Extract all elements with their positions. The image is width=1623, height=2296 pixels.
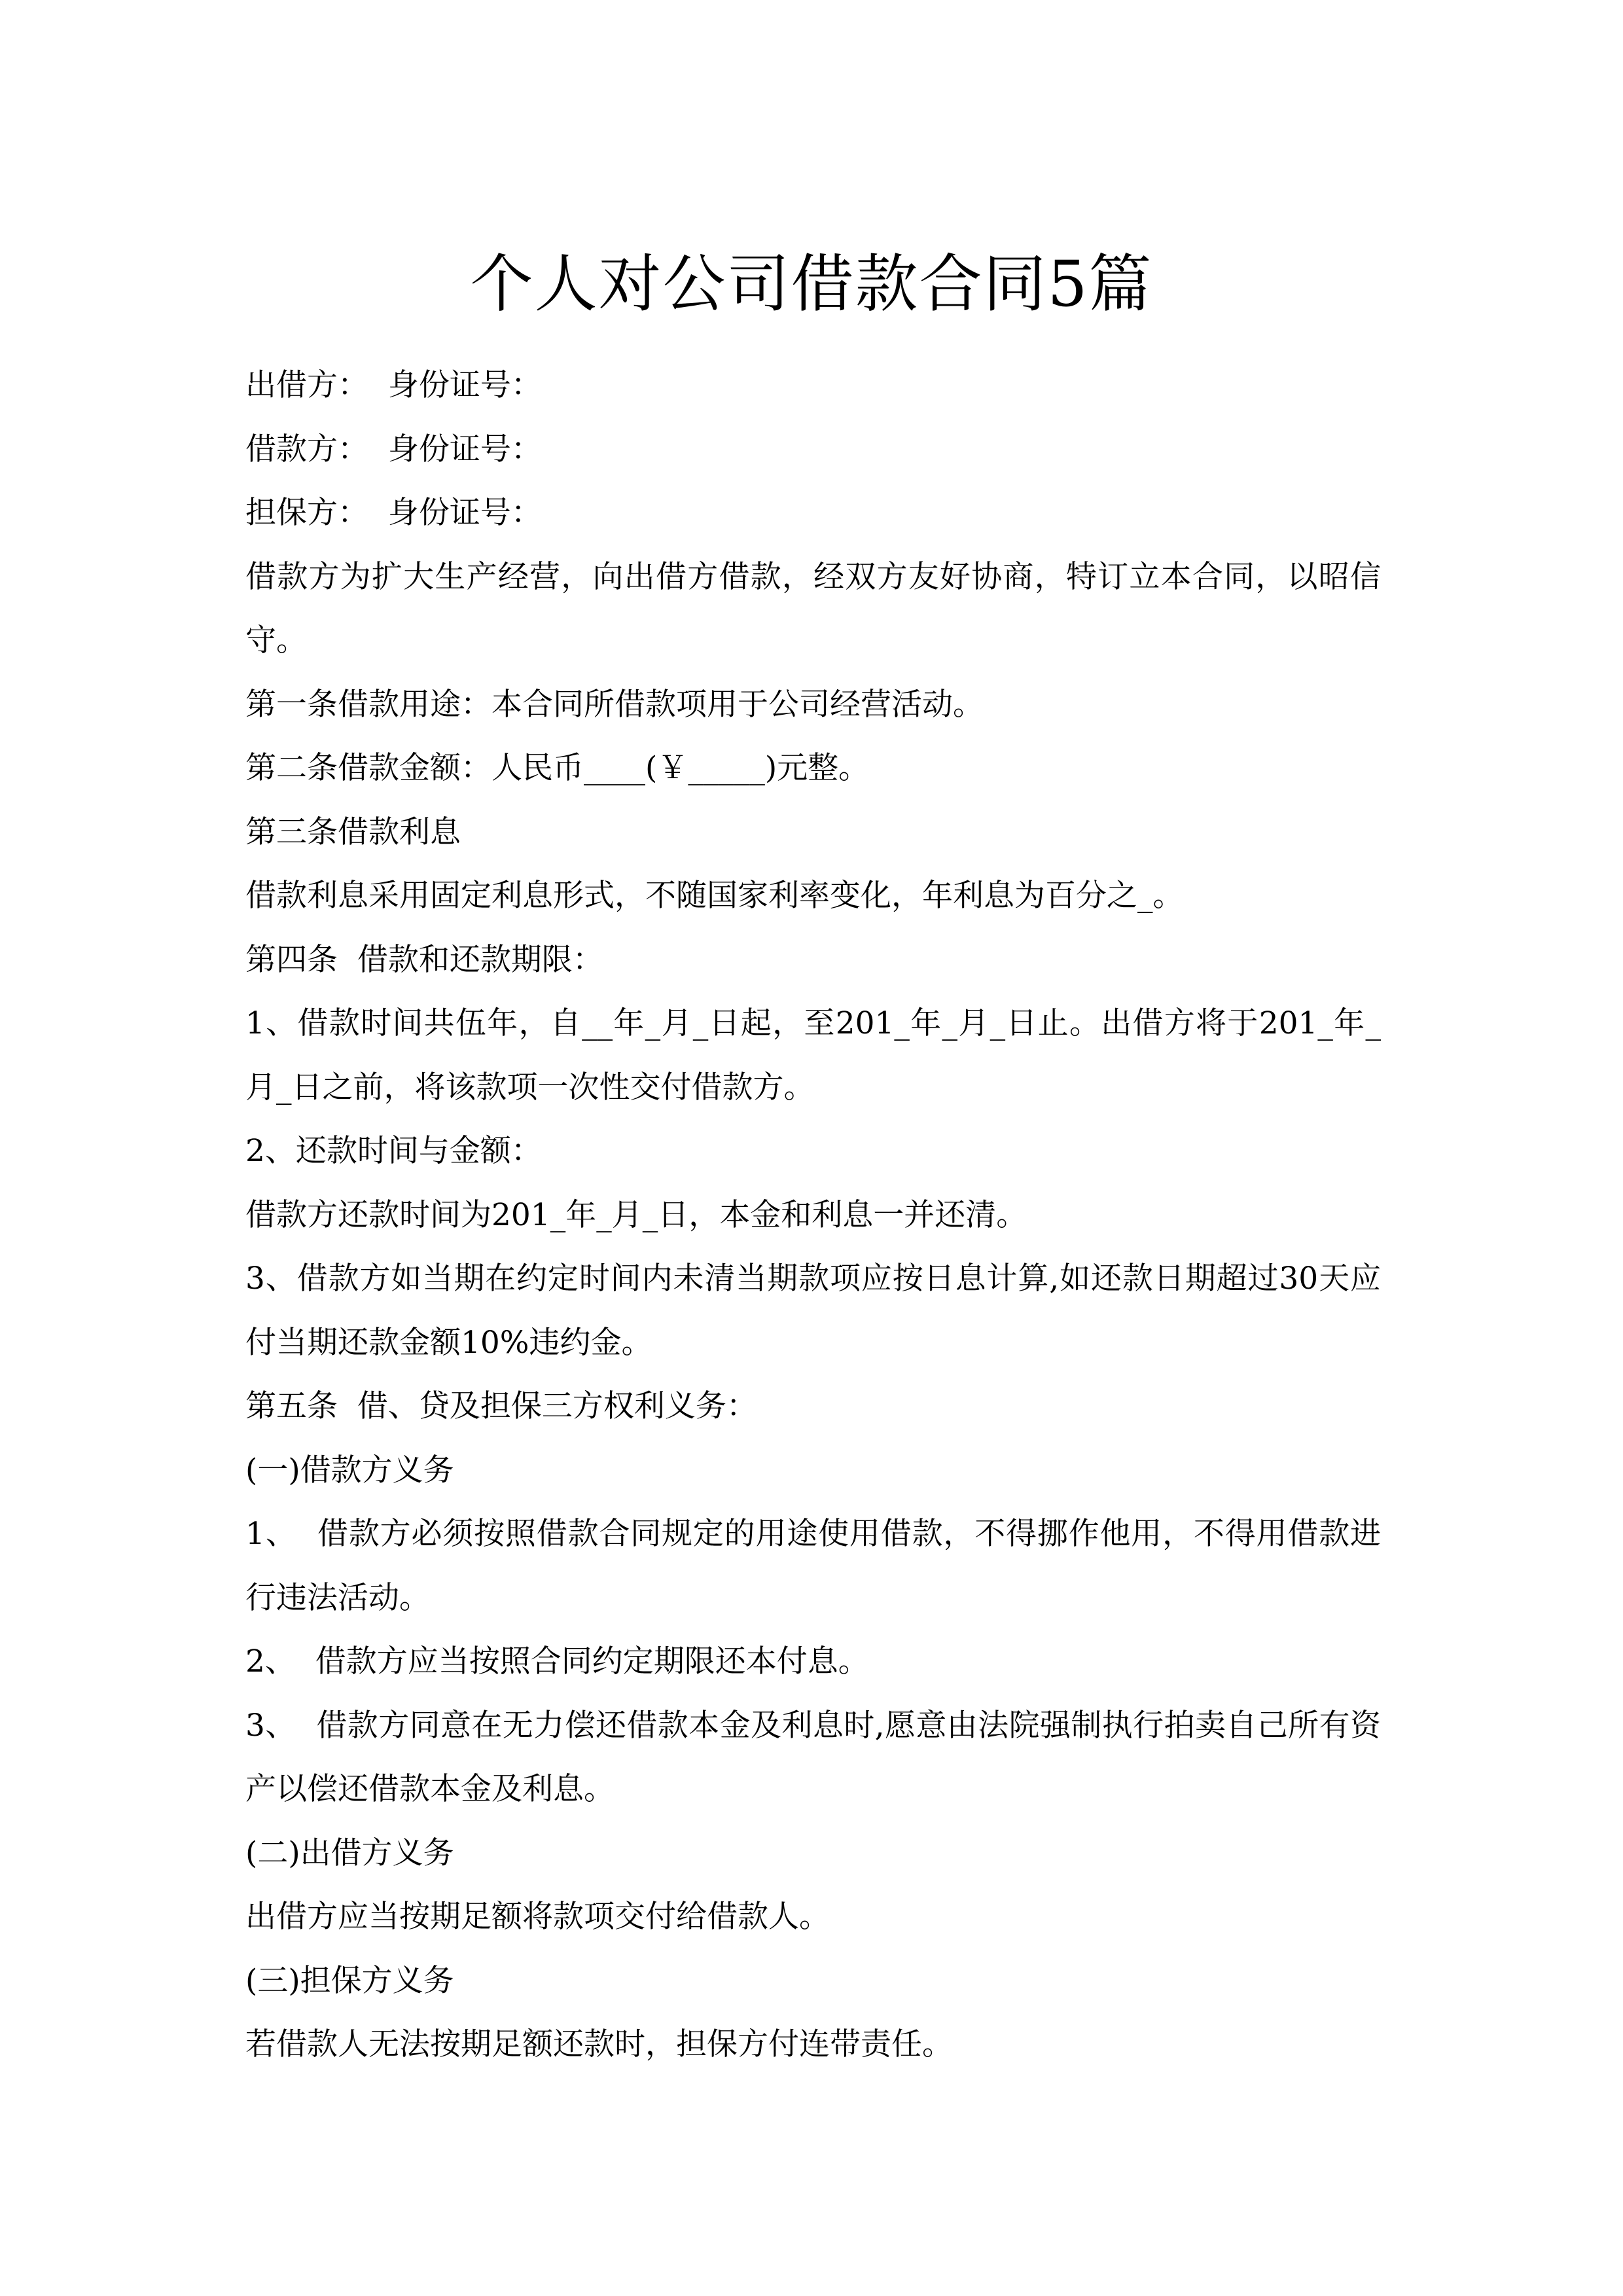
article-3-interest-text: 借款利息采用固定利息形式，不随国家利率变化，年利息为百分之_。	[245, 878, 1184, 914]
lender-duty-text: 出借方应当按期足额将款项交付给借款人。	[245, 1899, 830, 1935]
borrower-duty-2: 2、 借款方应当按照合同约定期限还本付息。	[245, 1643, 869, 1679]
article-1-purpose: 第一条借款用途：本合同所借款项用于公司经营活动。	[245, 686, 984, 723]
document-body	[245, 353, 1381, 2077]
article-3-heading: 第三条借款利息	[245, 814, 461, 850]
borrower-duty-3: 3、 借款方同意在无力偿还借款本金及利息时,愿意由法院强制执行拍卖自己所有资产以偿还借款本金及利息。	[245, 1707, 1381, 1807]
article-4-heading: 第四条 借款和还款期限：	[245, 941, 603, 978]
article-4-item-3: 3、借款方如当期在约定时间内未清当期款项应按日息计算,如还款日期超过30天应付当期还款金额10%违约金。	[245, 1261, 1381, 1361]
guarantor-duties-heading: (三)担保方义务	[245, 1962, 454, 1999]
borrower-duties-heading: (一)借款方义务	[245, 1452, 454, 1488]
document-title: 个人对公司借款合同5篇	[470, 247, 1153, 321]
borrower-duty-1: 1、 借款方必须按照借款合同规定的用途使用借款，不得挪作他用，不得用借款进行违法活动。	[245, 1516, 1381, 1616]
article-5-heading: 第五条 借、贷及担保三方权利义务：	[245, 1388, 757, 1424]
borrower-id-line: 借款方： 身份证号：	[245, 431, 542, 467]
guarantor-duty-text: 若借款人无法按期足额还款时，担保方付连带责任。	[245, 2026, 953, 2062]
lender-id-line: 出借方： 身份证号：	[245, 367, 542, 403]
article-4-item-2-text: 借款方还款时间为201_年_月_日，本金和利息一并还清。	[245, 1196, 1027, 1233]
preamble-paragraph: 借款方为扩大生产经营，向出借方借款，经双方友好协商，特订立本合同，以昭信守。	[245, 558, 1381, 658]
guarantor-id-line: 担保方： 身份证号：	[245, 495, 542, 531]
article-4-item-1: 1、借款时间共伍年，自__年_月_日起，至201_年_月_日止。出借方将于201_年_月_日之前，将该款项一次性交付借款方。	[245, 1005, 1381, 1105]
lender-duties-heading: (二)出借方义务	[245, 1835, 454, 1871]
article-2-amount: 第二条借款金额：人民币____(￥_____)元整。	[245, 750, 870, 786]
article-4-item-2-heading: 2、还款时间与金额：	[245, 1133, 542, 1169]
